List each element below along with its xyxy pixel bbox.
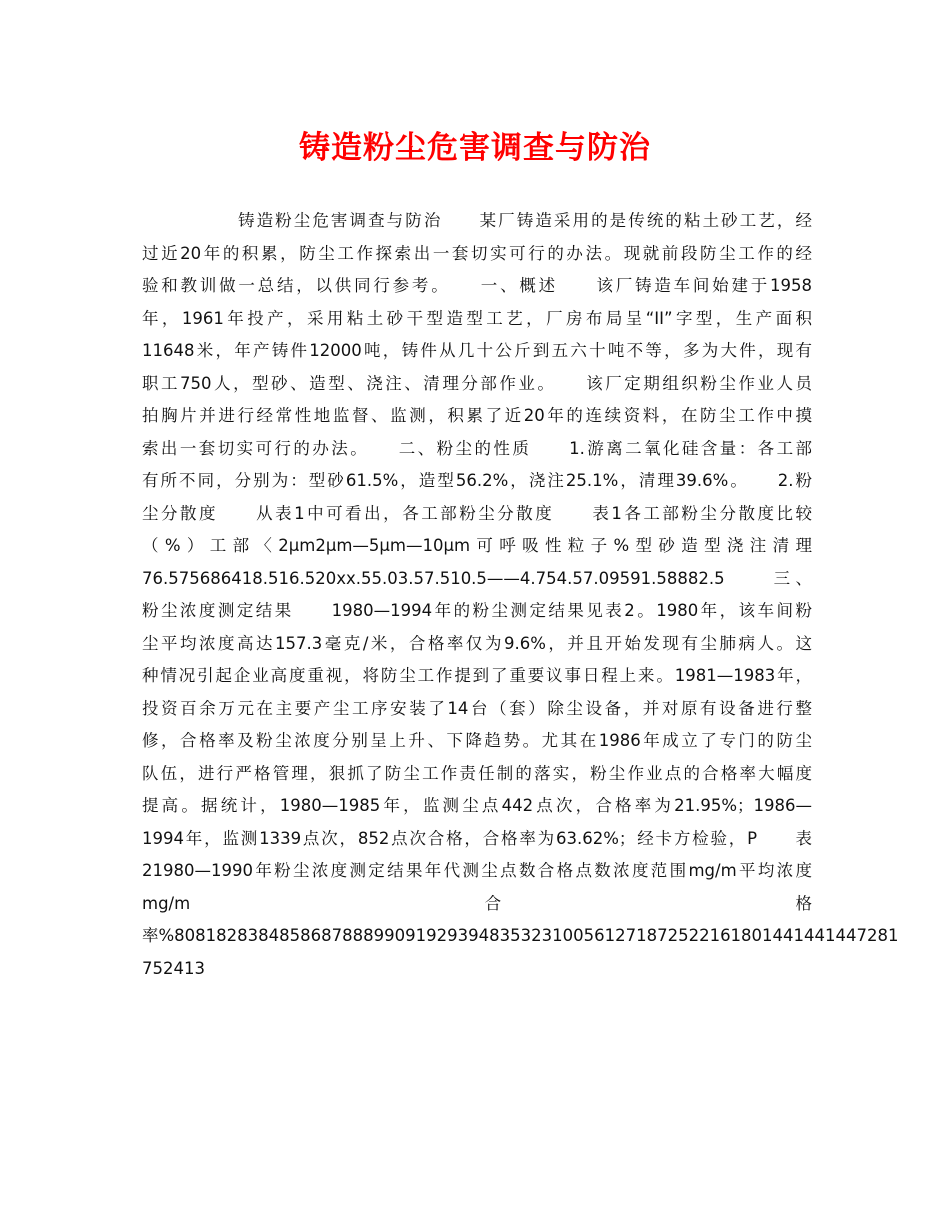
- document-title: 铸造粉尘危害调查与防治: [299, 130, 651, 166]
- body-line: 752413: [142, 958, 205, 978]
- body-line: 11648米，年产铸件12000吨，铸件从几十公斤到五六十吨不等，多为大件，现有: [142, 341, 812, 360]
- body-line: （%）工部〈2μm2μm—5μm—10μm可呼吸性粒子%型砂造型浇注清理: [142, 536, 812, 555]
- body-line: mg/m 合 格: [142, 893, 812, 913]
- body-line: 铸造粉尘危害调查与防治 某厂铸造采用的是传统的粘土砂工艺，经: [238, 211, 812, 230]
- body-line: 验和教训做一总结，以供同行参考。 一、概述 该厂铸造车间始建于1958: [142, 276, 812, 295]
- body-line: 有所不同，分别为：型砂61.5%，造型56.2%，浇注25.1%，清理39.6%。 2.粉: [142, 471, 812, 490]
- body-line: 队伍，进行严格管理，狠抓了防尘工作责任制的落实，粉尘作业点的合格率大幅度: [142, 763, 812, 783]
- body-line: 21980—1990年粉尘浓度测定结果年代测尘点数合格点数浓度范围mg/m平均浓度: [142, 861, 812, 880]
- body-line: 提高。据统计，1980—1985年，监测尘点442点次，合格率为21.95%；1986—: [142, 796, 812, 815]
- body-line: 过近20年的积累，防尘工作探索出一套切实可行的办法。现就前段防尘工作的经: [142, 243, 812, 263]
- body-line: 拍胸片并进行经常性地监督、监测，积累了近20年的连续资料，在防尘工作中摸: [142, 406, 812, 425]
- body-line: 尘平均浓度高达157.3毫克/米，合格率仅为9.6%，并且开始发现有尘肺病人。这: [142, 633, 812, 653]
- body-line: 尘分散度 从表1中可看出，各工部粉尘分散度 表1各工部粉尘分散度比较: [142, 503, 812, 523]
- body-line: 年，1961年投产，采用粘土砂干型造型工艺，厂房布局呈“II”字型，生产面积: [142, 308, 812, 328]
- body-line: 索出一套切实可行的办法。 二、粉尘的性质 1.游离二氧化硅含量：各工部: [142, 438, 812, 458]
- body-line: 76.575686418.516.520xx.55.03.57.510.5——4.754.57.09591.58882.5 三、: [142, 568, 812, 588]
- document-body: [142, 205, 899, 985]
- body-line: 投资百余万元在主要产尘工序安装了14台（套）除尘设备，并对原有设备进行整: [142, 698, 812, 718]
- body-line: 1994年，监测1339点次，852点次合格，合格率为63.62%；经卡方检验，P 表: [142, 828, 812, 848]
- body-line: 职工750人，型砂、造型、浇注、清理分部作业。 该厂定期组织粉尘作业人员: [142, 373, 812, 393]
- body-line: 修，合格率及粉尘浓度分别呈上升、下降趋势。尤其在1986年成立了专门的防尘: [142, 731, 812, 750]
- body-line: 率%808182838485868788899091929394835323100561271872522161801441441447281: [142, 926, 899, 945]
- body-line: 粉尘浓度测定结果 1980—1994年的粉尘测定结果见表2。1980年，该车间粉: [142, 601, 812, 620]
- body-line: 种情况引起企业高度重视，将防尘工作提到了重要议事日程上来。1981—1983年，: [142, 666, 812, 685]
